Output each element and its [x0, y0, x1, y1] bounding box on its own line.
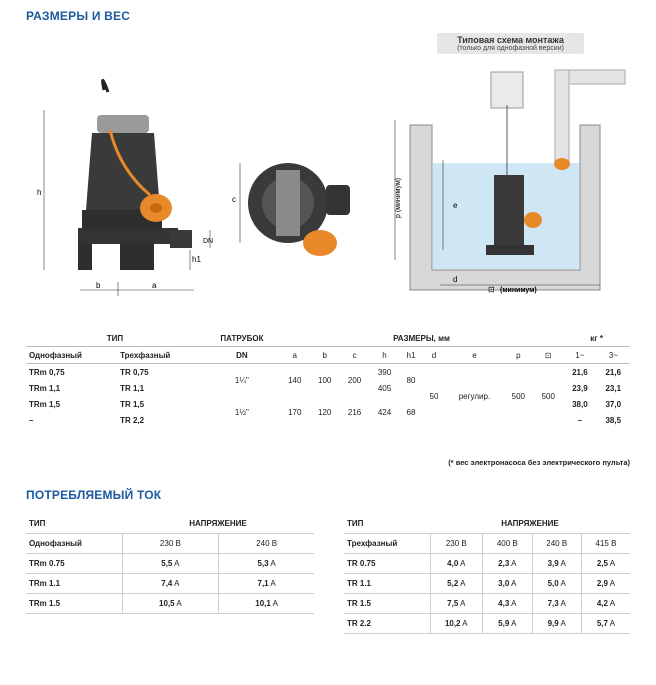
sub-v3: 240 В — [532, 534, 581, 554]
cell-p: 500 — [511, 391, 526, 401]
unit: A — [462, 619, 468, 628]
table-header-row — [26, 514, 314, 534]
table-subheader-row — [26, 347, 630, 364]
cell-h1: 80 — [406, 375, 416, 385]
unit: A — [174, 559, 180, 568]
dim-h1: h1 — [192, 255, 201, 264]
table-subheader-row — [26, 534, 314, 554]
cell-a: 170 — [288, 407, 302, 417]
cell-dn: 1¼" — [234, 375, 249, 385]
sub-v2: 400 В — [483, 534, 532, 554]
table-row — [26, 594, 314, 614]
cell-dn: 1½" — [234, 407, 249, 417]
sub-b: b — [310, 347, 340, 364]
unit: A — [560, 619, 566, 628]
hdr-kg: кг * — [563, 330, 630, 347]
sub-v1: 230 В — [430, 534, 483, 554]
hdr-type: ТИП — [344, 514, 430, 534]
dim-e: e — [453, 201, 458, 210]
table-row — [344, 554, 630, 574]
cell-kg3: 38,5 — [605, 415, 622, 425]
table-row — [26, 364, 630, 381]
install-subtitle: (только для однофазной версии) — [457, 45, 564, 52]
cell-h: 390 — [377, 367, 392, 377]
cell-c: 216 — [347, 407, 362, 417]
cell-h: 424 — [377, 407, 392, 417]
pump-top-view — [240, 163, 350, 256]
table-row — [344, 594, 630, 614]
unit: A — [460, 579, 466, 588]
current-table-three — [344, 514, 630, 634]
sub-three: Трехфазный — [117, 347, 204, 364]
sub-p: p — [503, 347, 533, 364]
cell-value: 10,1 — [255, 599, 271, 608]
table-row — [26, 574, 314, 594]
row-model: TR 1.5 — [344, 594, 430, 614]
sub-a: a — [280, 347, 310, 364]
sub-v4: 415 В — [581, 534, 630, 554]
sub-1phase: 1~ — [563, 347, 596, 364]
unit: A — [560, 599, 566, 608]
row-three: TR 1,5 — [120, 399, 145, 409]
sub-single: Однофазный — [26, 534, 122, 554]
sub-three: Трехфазный — [344, 534, 430, 554]
sub-c: c — [340, 347, 370, 364]
cell-kg3: 21,6 — [605, 367, 622, 377]
unit: A — [609, 559, 616, 568]
cell-sq: 500 — [541, 391, 555, 401]
sub-sq: ⊡ — [533, 347, 563, 364]
cell-value: 3,0 — [498, 579, 510, 588]
cell-value: 10,2 — [444, 619, 461, 628]
sub-single: Однофазный — [26, 347, 117, 364]
dim-square-icon: ⊡ — [488, 285, 495, 294]
table-subheader-row — [344, 534, 630, 554]
hdr-type: ТИП — [26, 330, 204, 347]
sub-v2: 240 В — [219, 534, 314, 554]
cell-value: 5,7 — [596, 619, 608, 628]
cell-value: 2,3 — [498, 559, 510, 568]
cell-value: 7,5 — [447, 599, 459, 608]
row-single: – — [29, 415, 34, 425]
dim-b: b — [96, 281, 101, 290]
unit: A — [560, 559, 566, 568]
dim-dn: DN — [203, 238, 214, 245]
row-single: TRm 1,1 — [29, 383, 61, 393]
unit: A — [460, 559, 466, 568]
cell-b: 120 — [318, 407, 332, 417]
sub-h1: h1 — [399, 347, 422, 364]
unit: A — [176, 599, 182, 608]
hdr-type: ТИП — [26, 514, 122, 534]
cell-h: 405 — [377, 383, 392, 393]
dim-min: (минимум) — [500, 287, 537, 294]
row-three: TR 2,2 — [120, 415, 145, 425]
unit: A — [511, 619, 517, 628]
cell-value: 7,4 — [161, 579, 173, 588]
unit: A — [460, 599, 466, 608]
row-model: TR 1.1 — [344, 574, 430, 594]
sub-d: d — [422, 347, 445, 364]
cell-value: 5,0 — [547, 579, 559, 588]
sub-e: e — [446, 347, 504, 364]
table-header-row — [26, 330, 630, 347]
dimensions-table — [26, 330, 630, 428]
table-header-row — [344, 514, 630, 534]
cell-value: 5,2 — [447, 579, 459, 588]
cell-value: 3,9 — [547, 559, 559, 568]
section-title-dimensions: РАЗМЕРЫ И ВЕС — [26, 9, 131, 23]
unit: A — [270, 559, 276, 568]
cell-value: 7,1 — [257, 579, 269, 588]
hdr-sizes: РАЗМЕРЫ, мм — [280, 330, 563, 347]
table-row — [344, 614, 630, 634]
cell-kg1: 21,6 — [572, 367, 588, 377]
cell-kg1: 23,9 — [572, 383, 588, 393]
dim-h: h — [37, 188, 42, 197]
section-title-current: ПОТРЕБЛЯЕМЫЙ ТОК — [26, 488, 162, 502]
cell-value: 4,0 — [447, 559, 459, 568]
cell-c: 200 — [347, 375, 362, 385]
cell-value: 2,9 — [596, 579, 608, 588]
unit: A — [609, 579, 616, 588]
cell-value: 5,3 — [257, 559, 269, 568]
dim-d: d — [453, 275, 458, 284]
sub-v1: 230 В — [122, 534, 219, 554]
table-row — [26, 554, 314, 574]
cell-value: 4,3 — [498, 599, 510, 608]
cell-d: 50 — [429, 391, 439, 401]
unit: A — [511, 579, 517, 588]
unit: A — [560, 579, 566, 588]
install-scheme — [395, 70, 625, 290]
sub-3phase: 3~ — [597, 347, 630, 364]
install-title: Типовая схема монтажа — [457, 35, 564, 45]
row-model: TRm 1.1 — [26, 574, 122, 594]
table-row — [344, 574, 630, 594]
hdr-dn: ПАТРУБОК — [204, 330, 280, 347]
cell-value: 4,2 — [596, 599, 608, 608]
cell-value: 2,5 — [596, 559, 608, 568]
row-model: TRm 1.5 — [26, 594, 122, 614]
cell-a: 140 — [288, 375, 302, 385]
row-model: TR 2.2 — [344, 614, 430, 634]
cell-value: 5,5 — [161, 559, 173, 568]
row-model: TRm 0.75 — [26, 554, 122, 574]
unit: A — [511, 599, 517, 608]
hdr-voltage: НАПРЯЖЕНИЕ — [430, 514, 630, 534]
cell-kg3: 37,0 — [605, 399, 622, 409]
hdr-voltage: НАПРЯЖЕНИЕ — [122, 514, 314, 534]
unit: A — [174, 579, 180, 588]
pump-dimension-drawing — [0, 60, 656, 305]
install-diagram-label — [437, 33, 584, 54]
unit: A — [609, 619, 616, 628]
dim-a: a — [152, 281, 157, 290]
unit: A — [270, 579, 276, 588]
cell-value: 7,3 — [547, 599, 559, 608]
unit: A — [609, 599, 616, 608]
dim-c: c — [232, 195, 236, 204]
unit: A — [272, 599, 278, 608]
cell-h1: 68 — [406, 407, 416, 417]
sub-h: h — [370, 347, 400, 364]
row-single: TRm 1,5 — [29, 399, 61, 409]
cell-kg1: – — [577, 415, 583, 425]
cell-value: 5,9 — [498, 619, 510, 628]
cell-kg3: 23,1 — [605, 383, 622, 393]
dim-p: p (минимум) — [395, 177, 402, 218]
cell-b: 100 — [318, 375, 332, 385]
current-table-single — [26, 514, 314, 614]
unit: A — [511, 559, 517, 568]
row-model: TR 0.75 — [344, 554, 430, 574]
sub-dn: DN — [204, 347, 280, 364]
cell-e: регулир. — [458, 391, 491, 401]
cell-value: 9,9 — [547, 619, 559, 628]
pump-side-view — [44, 80, 210, 296]
row-single: TRm 0,75 — [29, 367, 65, 377]
row-three: TR 0,75 — [120, 367, 149, 377]
row-three: TR 1,1 — [120, 383, 145, 393]
cell-value: 10,5 — [159, 599, 175, 608]
cell-kg1: 38,0 — [572, 399, 588, 409]
weight-note: (* вес электронасоса без электрического пульта) — [448, 458, 630, 467]
